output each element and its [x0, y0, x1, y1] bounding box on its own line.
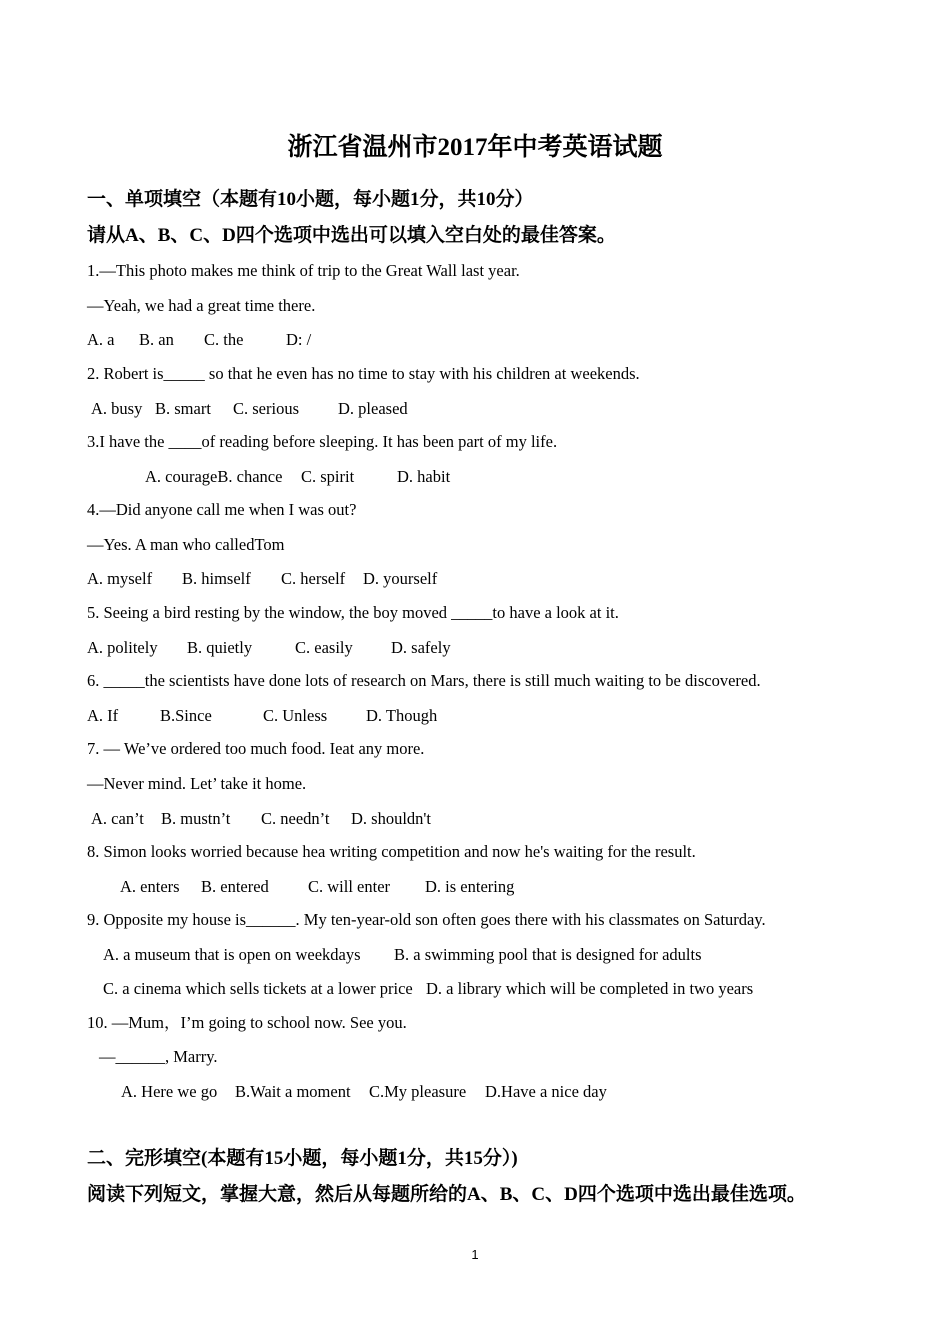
q1-option-a: A. a — [87, 330, 115, 349]
q1-option-b: B. an — [139, 330, 174, 349]
q9-option-b: B. a swimming pool that is designed for adults — [394, 945, 702, 964]
q6-stem: 6. _____the scientists have done lots of research on Mars, there is still much waiting to be discovered. — [87, 671, 761, 690]
q6-option-c: C. Unless — [263, 706, 328, 725]
q7-option-a: A. can’t — [91, 809, 144, 828]
q5-option-b: B. quietly — [187, 638, 253, 657]
q7-stem: 7. — We’ve ordered too much food. Ieat any more. — [87, 739, 425, 758]
q3-option-c: C. spirit — [301, 467, 355, 486]
q8-option-d: D. is entering — [425, 877, 515, 896]
q2-option-a: A. busy — [91, 399, 143, 418]
section2-header: 二、完形填空(本题有15小题，每小题1分，共15分）) — [87, 1148, 518, 1169]
q9-option-d: D. a library which will be completed in two years — [426, 979, 754, 998]
q7-option-b: B. mustn’t — [161, 809, 231, 828]
q7-reply: —Never mind. Let’ take it home. — [87, 774, 307, 793]
q4-option-c: C. herself — [281, 569, 346, 588]
q1-reply: —Yeah, we had a great time there. — [87, 296, 316, 315]
q8-option-c: C. will enter — [308, 877, 391, 896]
page-number: 1 — [471, 1247, 479, 1262]
q4-stem: 4.—Did anyone call me when I was out? — [87, 500, 357, 519]
q3-option-d: D. habit — [397, 467, 451, 486]
q3-option-ab: A. courageB. chance — [145, 467, 283, 486]
q5-option-d: D. safely — [391, 638, 451, 657]
q2-stem: 2. Robert is_____ so that he even has no time to stay with his children at weekends. — [87, 364, 640, 383]
q8-option-b: B. entered — [201, 877, 269, 896]
q1-option-c: C. the — [204, 330, 244, 349]
q8-option-a: A. enters — [120, 877, 180, 896]
q10-stem: 10. —Mum，I’m going to school now. See you. — [87, 1013, 407, 1032]
q10-option-a: A. Here we go — [121, 1082, 218, 1101]
q9-option-a: A. a museum that is open on weekdays — [103, 945, 361, 964]
q10-reply: —______, Marry. — [99, 1047, 218, 1066]
section1-instruction: 请从A、B、C、D四个选项中选出可以填入空白处的最佳答案。 — [87, 225, 616, 246]
q10-option-b: B.Wait a moment — [235, 1082, 351, 1101]
section1-header: 一、单项填空（本题有10小题，每小题1分，共10分） — [87, 189, 534, 210]
q6-option-d: D. Though — [366, 706, 438, 725]
q7-option-c: C. needn’t — [261, 809, 330, 828]
q4-reply: —Yes. A man who calledTom — [87, 535, 285, 554]
page-title: 浙江省温州市2017年中考英语试题 — [287, 134, 663, 161]
q1-option-d: D: / — [286, 330, 312, 349]
q5-stem: 5. Seeing a bird resting by the window, the boy moved _____to have a look at it. — [87, 603, 619, 622]
q2-option-c: C. serious — [233, 399, 299, 418]
q6-option-b: B.Since — [160, 706, 212, 725]
section2-instruction: 阅读下列短文，掌握大意，然后从每题所给的A、B、C、D四个选项中选出最佳选项。 — [87, 1184, 806, 1205]
q1-stem: 1.—This photo makes me think of trip to the Great Wall last year. — [87, 261, 520, 280]
q8-stem: 8. Simon looks worried because hea writing competition and now he's waiting for the result. — [87, 842, 696, 861]
q2-option-b: B. smart — [155, 399, 211, 418]
q3-stem: 3.I have the ____of reading before sleeping. It has been part of my life. — [87, 432, 558, 451]
q10-option-c: C.My pleasure — [369, 1082, 467, 1101]
q4-option-b: B. himself — [182, 569, 251, 588]
q9-stem: 9. Opposite my house is______. My ten-year-old son often goes there with his classmates on Saturday. — [87, 910, 766, 929]
q2-option-d: D. pleased — [338, 399, 408, 418]
q7-option-d: D. shouldn't — [351, 809, 431, 828]
q5-option-a: A. politely — [87, 638, 158, 657]
q10-option-d: D.Have a nice day — [485, 1082, 607, 1101]
q4-option-a: A. myself — [87, 569, 153, 588]
q9-option-c: C. a cinema which sells tickets at a lower price — [103, 979, 413, 998]
q6-option-a: A. If — [87, 706, 119, 725]
q5-option-c: C. easily — [295, 638, 353, 657]
q4-option-d: D. yourself — [363, 569, 438, 588]
